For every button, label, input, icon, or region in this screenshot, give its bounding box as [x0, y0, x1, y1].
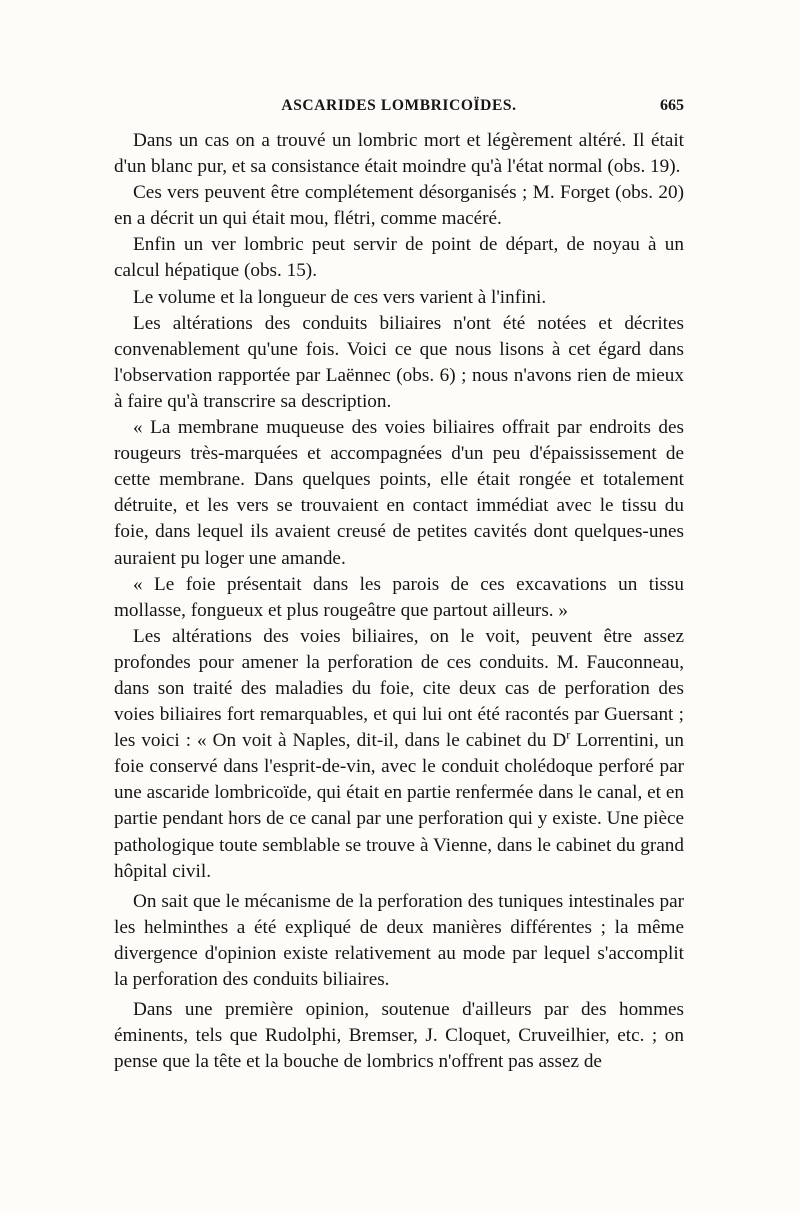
- running-head: [114, 97, 684, 121]
- perforation-text-start: Les altérations des voies biliaires, on le voit, peuvent être assez profondes pour amener la perforation de ces conduits. M. Fauconneau, dans son traité des maladies du foie, cite deux cas de perforation des voies biliaires fort remarquables, et qui lui ont été racontés par Guersant ; les voici : « On voit à Naples, dit-il, dans le cabinet du D: [114, 625, 684, 752]
- paragraph-quote-liver-tissue: « Le foie présentait dans les parois de ces excavations un tissu mollasse, fongueux et plus rougeâtre que partout ailleurs. »: [114, 573, 684, 621]
- paragraph-dead-lombric: Dans un cas on a trouvé un lombric mort et légèrement altéré. Il était d'un blanc pur, et sa consistance était moindre qu'à l'état normal (obs. 19).: [114, 130, 684, 178]
- paragraph-perforation-cases: [114, 624, 684, 885]
- running-title: ASCARIDES LOMBRICOÏDES.: [281, 97, 517, 114]
- body-text: [114, 128, 684, 1075]
- paragraph-perforation-mechanism: On sait que le mécanisme de la perforation des tuniques intestinales par les helminthes a été expliqué de deux manières différentes ; la même divergence d'opinion existe relativement au mode par lequel s'accomplit la perforation des conduits biliaires.: [114, 890, 684, 990]
- perforation-text-end: Lorrentini, un foie conservé dans l'esprit-de-vin, avec le conduit cholédoque perforé par une ascaride lombricoïde, qui était en partie renfermée dans le canal, et en partie pendant hors de ce canal par une perforation qui y existe. Une pièce pathologique toute semblable se trouve à Vienne, dans le cabinet du grand hôpital civil.: [114, 730, 684, 882]
- paragraph-quote-mucous-membrane: « La membrane muqueuse des voies biliaires offrait par endroits des rougeurs très-marquées et accompagnées d'un peu d'épaississement de cette membrane. Dans quelques points, elle était rongée et totalement détruite, et les vers se trouvaient en contact immédiat avec le tissu du foie, dans lequel ils avaient creusé de petites cavités dont quelques-unes auraient pu loger une amande.: [114, 417, 684, 569]
- page-number: 665: [660, 97, 684, 114]
- doctor-superscript: r: [566, 727, 571, 742]
- paragraph-disorganized-worms: Ces vers peuvent être complétement désorganisés ; M. Forget (obs. 20) en a décrit un qui était mou, flétri, comme macéré.: [114, 182, 684, 230]
- paragraph-first-opinion: Dans une première opinion, soutenue d'ailleurs par des hommes éminents, tels que Rudolphi, Bremser, J. Cloquet, Cruveilhier, etc. ; on pense que la tête et la bouche de lombrics n'offrent pas assez de: [114, 999, 684, 1073]
- paragraph-hepatic-calculus: Enfin un ver lombric peut servir de point de départ, de noyau à un calcul hépatique (obs. 15).: [114, 234, 684, 282]
- paragraph-biliary-alterations: Les altérations des conduits biliaires n'ont été notées et décrites convenablement qu'une fois. Voici ce que nous lisons à cet égard dans l'observation rapportée par Laënnec (obs. 6) ; nous n'avons rien de mieux à faire qu'à transcrire sa description.: [114, 312, 684, 412]
- paragraph-volume-length: Le volume et la longueur de ces vers varient à l'infini.: [133, 286, 547, 308]
